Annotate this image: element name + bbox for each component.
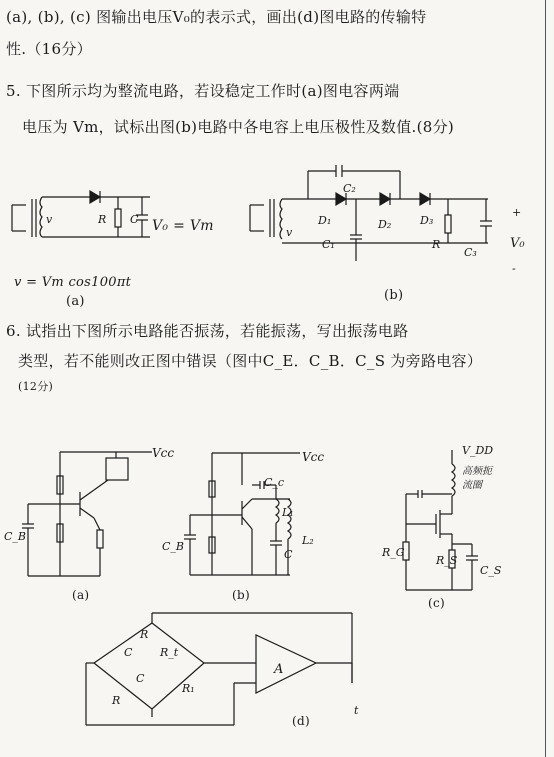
caption-5b: (b) bbox=[384, 288, 404, 303]
label-plus-5b: + bbox=[512, 206, 522, 219]
label-C3: C₃ bbox=[464, 246, 477, 259]
label-choke-2: 流圈 bbox=[462, 480, 482, 491]
text-line-2: 性.（16分） bbox=[6, 40, 92, 58]
oscillator-a bbox=[20, 440, 160, 580]
label-5a-v: v bbox=[46, 213, 53, 226]
label-d-C1: C bbox=[124, 646, 133, 659]
label-V0-5b: V₀ bbox=[510, 236, 525, 251]
label-C2: C₂ bbox=[343, 182, 356, 195]
label-l2-b: L₂ bbox=[302, 534, 314, 547]
label-d-R2: R bbox=[112, 694, 121, 707]
label-d-R1: R bbox=[140, 628, 149, 641]
label-vcc-a: Vcc bbox=[152, 446, 175, 460]
label-cc-b: C_c bbox=[264, 476, 285, 489]
label-rs: R_S bbox=[436, 554, 458, 567]
label-d-t: t bbox=[354, 704, 359, 717]
oscillator-d bbox=[84, 605, 374, 735]
text-line-7: (12分) bbox=[18, 380, 54, 393]
label-D3: D₃ bbox=[420, 214, 434, 227]
caption-osc-b: (b) bbox=[232, 588, 250, 602]
page-border bbox=[545, 0, 546, 757]
label-minus-5b: - bbox=[512, 262, 516, 275]
label-cb-b: C_B bbox=[162, 540, 184, 553]
caption-osc-c: (c) bbox=[428, 596, 445, 610]
label-d-Rt: R_t bbox=[160, 646, 179, 659]
caption-osc-d: (d) bbox=[292, 714, 310, 728]
label-d-C2: C bbox=[136, 672, 145, 685]
label-5a-C: C bbox=[130, 213, 139, 226]
label-rg: R_G bbox=[382, 546, 405, 559]
label-c-b: C bbox=[284, 548, 293, 561]
label-D1: D₁ bbox=[318, 214, 332, 227]
label-vdd: V_DD bbox=[462, 444, 494, 457]
label-v-5b: v bbox=[286, 226, 293, 239]
text-line-1: (a), (b), (c) 图输出电压V₀的表示式，画出(d)图电路的传输特 bbox=[6, 8, 427, 26]
label-cb-a: C_B bbox=[4, 530, 26, 543]
label-5a-R: R bbox=[98, 213, 107, 226]
label-l1-b: L₁ bbox=[282, 506, 294, 519]
label-d-R1f: R₁ bbox=[182, 682, 195, 695]
label-choke-1: 高频扼 bbox=[462, 466, 492, 477]
text-line-4: 电压为 Vm，试标出图(b)电路中各电容上电压极性及数值.(8分) bbox=[22, 118, 455, 136]
source-formula-5a: v = Vm cos100πt bbox=[14, 275, 132, 290]
text-line-5: 6. 试指出下图所示电路能否振荡，若能振荡，写出振荡电路 bbox=[6, 322, 409, 340]
caption-5a: (a) bbox=[66, 294, 85, 309]
caption-osc-a: (a) bbox=[72, 588, 90, 602]
label-C1: C₁ bbox=[322, 238, 335, 251]
formula-5a: V₀ = Vm bbox=[152, 218, 214, 234]
label-d-amp: A bbox=[274, 662, 284, 677]
text-line-3: 5. 下图所示均为整流电路，若设稳定工作时(a)图电容两端 bbox=[6, 82, 400, 100]
label-R-5b: R bbox=[432, 238, 441, 251]
text-line-6: 类型，若不能则改正图中错误（图中C_E．C_B．C_S 为旁路电容） bbox=[18, 352, 483, 370]
label-cs: C_S bbox=[480, 564, 502, 577]
label-D2: D₂ bbox=[378, 218, 392, 231]
label-vcc-b: Vcc bbox=[302, 450, 325, 464]
